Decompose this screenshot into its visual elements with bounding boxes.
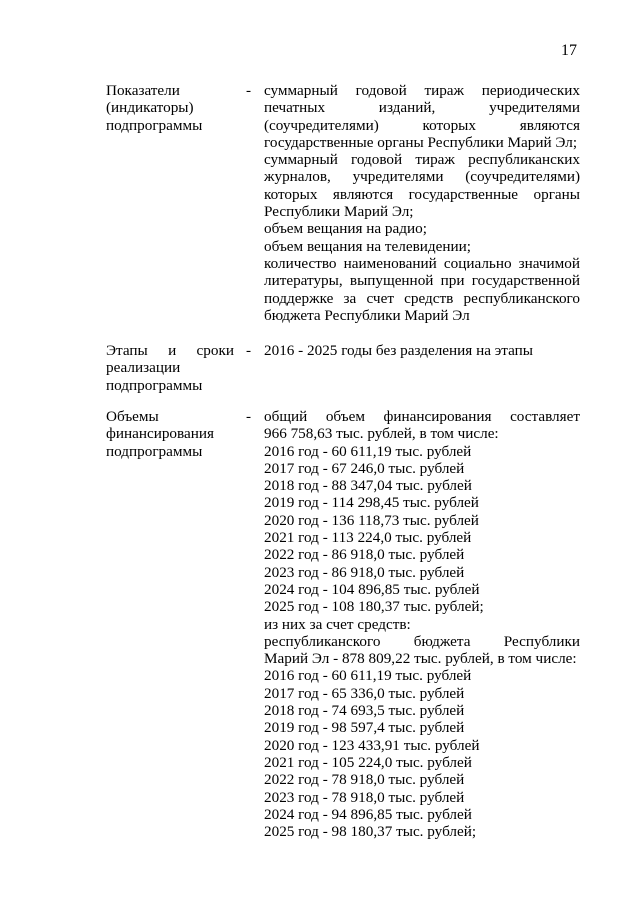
content-line: 2018 год - 74 693,5 тыс. рублей: [264, 702, 465, 720]
row-label: [106, 82, 234, 134]
content-line: 2016 - 2025 годы без разделения на этапы: [264, 342, 533, 359]
content-line: объем вещания на радио;: [264, 220, 427, 238]
content-line: 2017 год - 65 336,0 тыс. рублей: [264, 684, 465, 702]
content-line: 2019 год - 114 298,45 тыс. рублей: [264, 494, 479, 512]
row-dash: -: [246, 82, 252, 99]
content-line: 2022 год - 78 918,0 тыс. рублей: [264, 771, 465, 789]
content-line: которых являются государственные органы: [264, 185, 580, 203]
content-line: 2019 год - 98 597,4 тыс. рублей: [264, 719, 465, 737]
row-label-line: подпрограммы: [106, 442, 203, 460]
row-label-line: Объемы: [106, 408, 159, 425]
content-line: суммарный годовой тираж республиканских: [264, 151, 580, 169]
content-line: республиканского бюджета Республики: [264, 632, 580, 650]
content-line: 2024 год - 104 896,85 тыс. рублей: [264, 580, 480, 598]
content-line: суммарный годовой тираж периодических: [264, 82, 580, 99]
row-label-line: (индикаторы): [106, 99, 194, 117]
content-line: общий объем финансирования составляет: [264, 408, 580, 425]
row-label-line: Этапы и сроки: [106, 342, 234, 359]
content-line: 2018 год - 88 347,04 тыс. рублей: [264, 477, 472, 495]
content-line: 2020 год - 136 118,73 тыс. рублей: [264, 511, 479, 529]
row-label-line: Показатели: [106, 82, 180, 99]
content-line: 2017 год - 67 246,0 тыс. рублей: [264, 459, 465, 477]
content-line: 2023 год - 78 918,0 тыс. рублей: [264, 788, 465, 806]
row-label-line: финансирования: [106, 425, 214, 443]
row-content: [264, 82, 580, 324]
content-line: из них за счет средств:: [264, 615, 411, 633]
content-line: журналов, учредителями (соучредителями): [264, 168, 580, 186]
content-line: Республики Марий Эл;: [264, 203, 414, 221]
content-line: 2025 год - 98 180,37 тыс. рублей;: [264, 823, 477, 841]
content-line: литературы, выпущенной при государственной: [264, 272, 580, 290]
content-line: государственные органы Республики Марий Эл;: [264, 133, 578, 151]
row-label-line: реализации: [106, 359, 181, 377]
content-line: 2016 год - 60 611,19 тыс. рублей: [264, 667, 472, 685]
content-line: 2016 год - 60 611,19 тыс. рублей: [264, 442, 472, 460]
content-line: (соучредителями) которых являются: [264, 116, 580, 134]
row-content: [264, 342, 580, 359]
row-label-line: подпрограммы: [106, 376, 203, 394]
content-line: 2020 год - 123 433,91 тыс. рублей: [264, 736, 480, 754]
content-line: печатных изданий, учредителями: [264, 99, 580, 117]
content-line: 2021 год - 113 224,0 тыс. рублей: [264, 529, 472, 547]
content-line: поддержке за счет средств республиканского: [264, 289, 580, 307]
row-label: [106, 408, 234, 460]
content-line: Марий Эл - 878 809,22 тыс. рублей, в том числе:: [264, 650, 577, 668]
row-dash: -: [246, 408, 252, 425]
content-line: количество наименований социально значимой: [264, 254, 580, 272]
page-number: 17: [561, 42, 577, 59]
content-line: 2024 год - 94 896,85 тыс. рублей: [264, 805, 472, 823]
content-line: бюджета Республики Марий Эл: [264, 306, 470, 324]
content-line: 966 758,63 тыс. рублей, в том числе:: [264, 425, 499, 443]
content-line: 2021 год - 105 224,0 тыс. рублей: [264, 753, 472, 771]
content-line: 2023 год - 86 918,0 тыс. рублей: [264, 563, 465, 581]
content-line: 2022 год - 86 918,0 тыс. рублей: [264, 546, 465, 564]
row-content: [264, 408, 580, 840]
row-label-line: подпрограммы: [106, 116, 203, 134]
row-dash: -: [246, 342, 252, 359]
content-line: 2025 год - 108 180,37 тыс. рублей;: [264, 598, 484, 616]
row-label: [106, 342, 234, 394]
content-line: объем вещания на телевидении;: [264, 237, 471, 255]
